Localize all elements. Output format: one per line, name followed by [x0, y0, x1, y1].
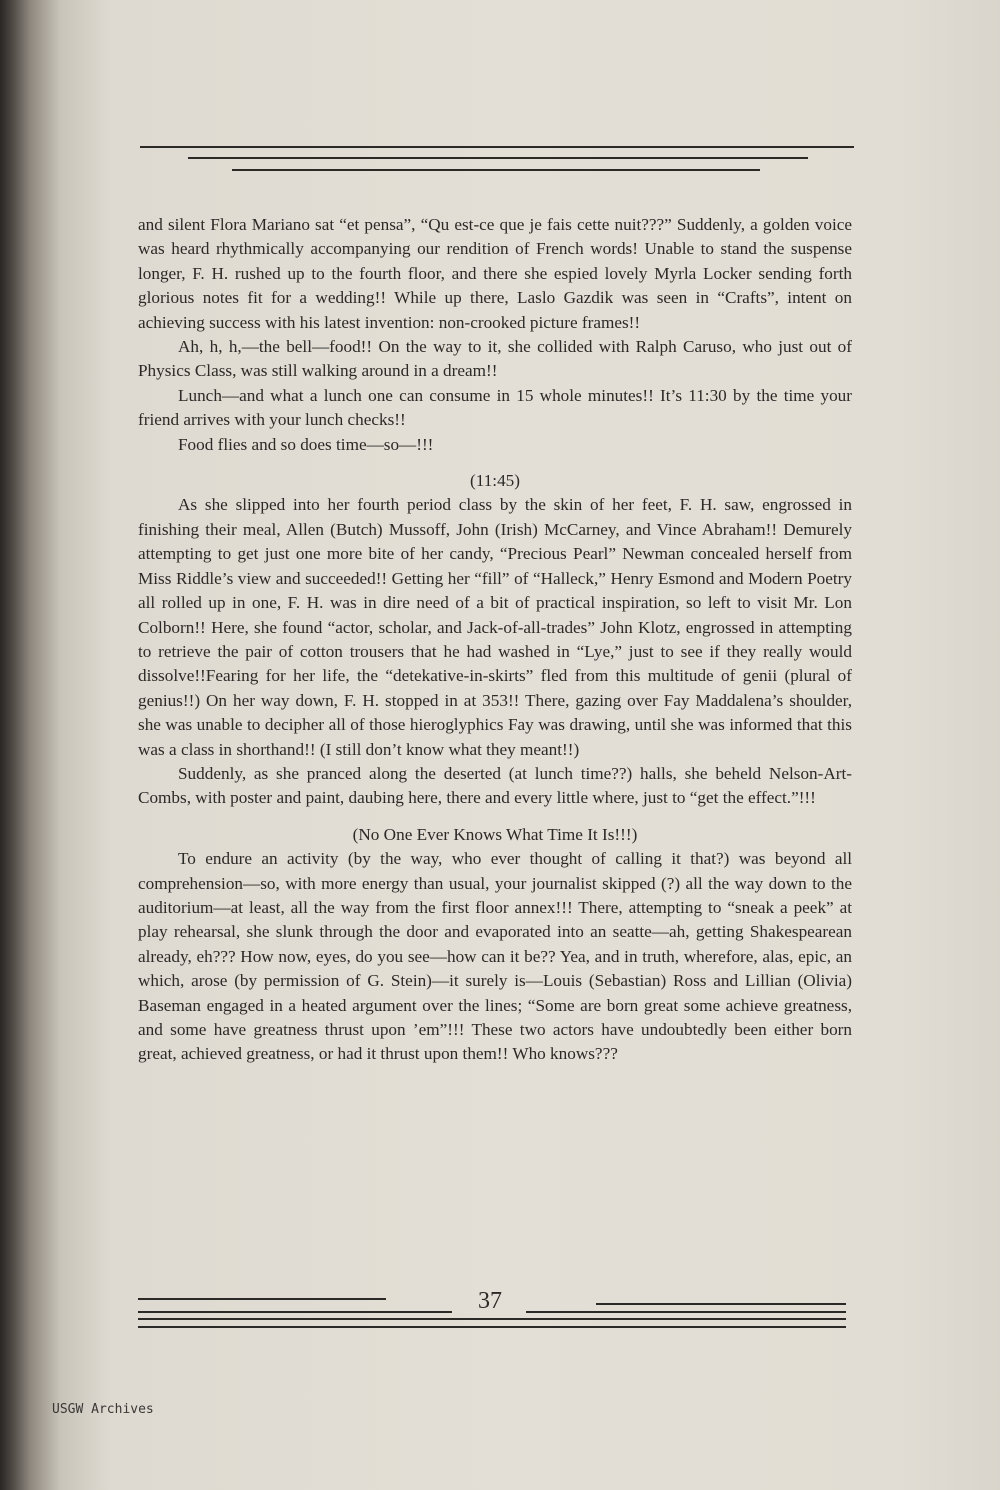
footer-rule-right-short — [596, 1303, 846, 1305]
paragraph: As she slipped into her fourth period class by the skin of her feet, F. H. saw, engrossed in finishing their meal, Allen (Butch) Mussoff, John (Irish) McCarney, and Vince Abraham!! Demurely attempting to get just one more bite of her candy, “Precious Pearl” Newman concealed herself from Miss Riddle’s view and succeeded!! Getting her “fill” of “Halleck,” Henry Esmond and Modern Poetry all rolled up in one, F. H. was in dire need of a bit of practical inspiration, so left to visit Mr. Lon Colborn!! Here, she found “actor, scholar, and Jack-of-all-trades” John Klotz, engrossed in attempting to retrieve the pair of cotton trousers that he had washed in “Lye,” just to see if they really would dissolve!!Fearing for her life, the “detekative-in-skirts” fled from this multitude of genii (plural of genius!!) On her way down, F. H. stopped in at 353!! There, gazing over Fay Maddalena’s shoulder, she was unable to decipher all of those hieroglyphics Fay was drawing, until she was informed that this was a class in shorthand!! (I still don’t know what they meant!!) — [138, 495, 852, 759]
paragraph: Suddenly, as she pranced along the deserted (at lunch time??) halls, she beheld Nelson-Art-Combs, with poster and paint, daubing here, there and every little where, just to “get the effect.”!!! — [138, 763, 852, 808]
footer-rule-right-long — [526, 1311, 846, 1313]
footer-rule-left-short — [138, 1298, 386, 1300]
paragraph: and silent Flora Mariano sat “et pensa”, “Qu est-ce que je fais cette nuit???” Suddenly, a golden voice was heard rhythmically accompanying our rendition of French words! Unable to stand the suspense longer, F. H. rushed up to the fourth floor, and there she espied lovely Myrla Locker sending forth glorious notes fit for a wedding!! While up there, Laslo Gazdik was seen in “Crafts”, intent on achieving success with his latest invention: non-crooked picture frames!! — [138, 215, 852, 332]
time-heading: (No One Ever Knows What Time It Is!!!) — [352, 824, 638, 844]
header-rule-top — [140, 146, 854, 148]
footer-rule-full-2 — [138, 1326, 846, 1328]
footer-rule-full-1 — [138, 1318, 846, 1320]
body-text — [138, 213, 852, 1067]
page-number: 37 — [478, 1288, 502, 1314]
paragraph: Ah, h, h,—the bell—food!! On the way to it, she collided with Ralph Caruso, who just out of Physics Class, was still walking around in a dream!! — [138, 337, 852, 381]
archive-watermark: USGW Archives — [52, 1402, 154, 1417]
paragraph: To endure an activity (by the way, who ever thought of calling it that?) was beyond all comprehension—so, with more energy than usual, your journalist skipped (?) all the way down to the auditorium—at least, all the way from the first floor annex!!! There, attempting to “sneak a peek” at play rehearsal, she slunk through the door and evaporated into an seatte—ah, getting Shakespearean already, eh??? How now, eyes, do you see—how can it be?? Yea, and in truth, wherefore, alas, epic, an which, arose (by permission of G. Stein)—it surely is—Louis (Sebastian) Ross and Lillian (Olivia) Baseman engaged in a heated argument over the lines; “Some are born great some achieve greatness, and some have greatness thrust upon ’em”!!! These two actors have undoubtedly been either born great, achieved greatness, or had it thrust upon them!! Who knows??? — [138, 849, 852, 1064]
header-rule-middle — [188, 157, 808, 159]
header-rule-bottom — [232, 169, 760, 171]
time-heading: (11:45) — [470, 471, 520, 491]
paragraph: Food flies and so does time—so—!!! — [178, 434, 434, 454]
footer-rule-left-long — [138, 1311, 452, 1313]
paragraph: Lunch—and what a lunch one can consume in 15 whole minutes!! It’s 11:30 by the time your friend arrives with your lunch checks!! — [138, 385, 852, 430]
